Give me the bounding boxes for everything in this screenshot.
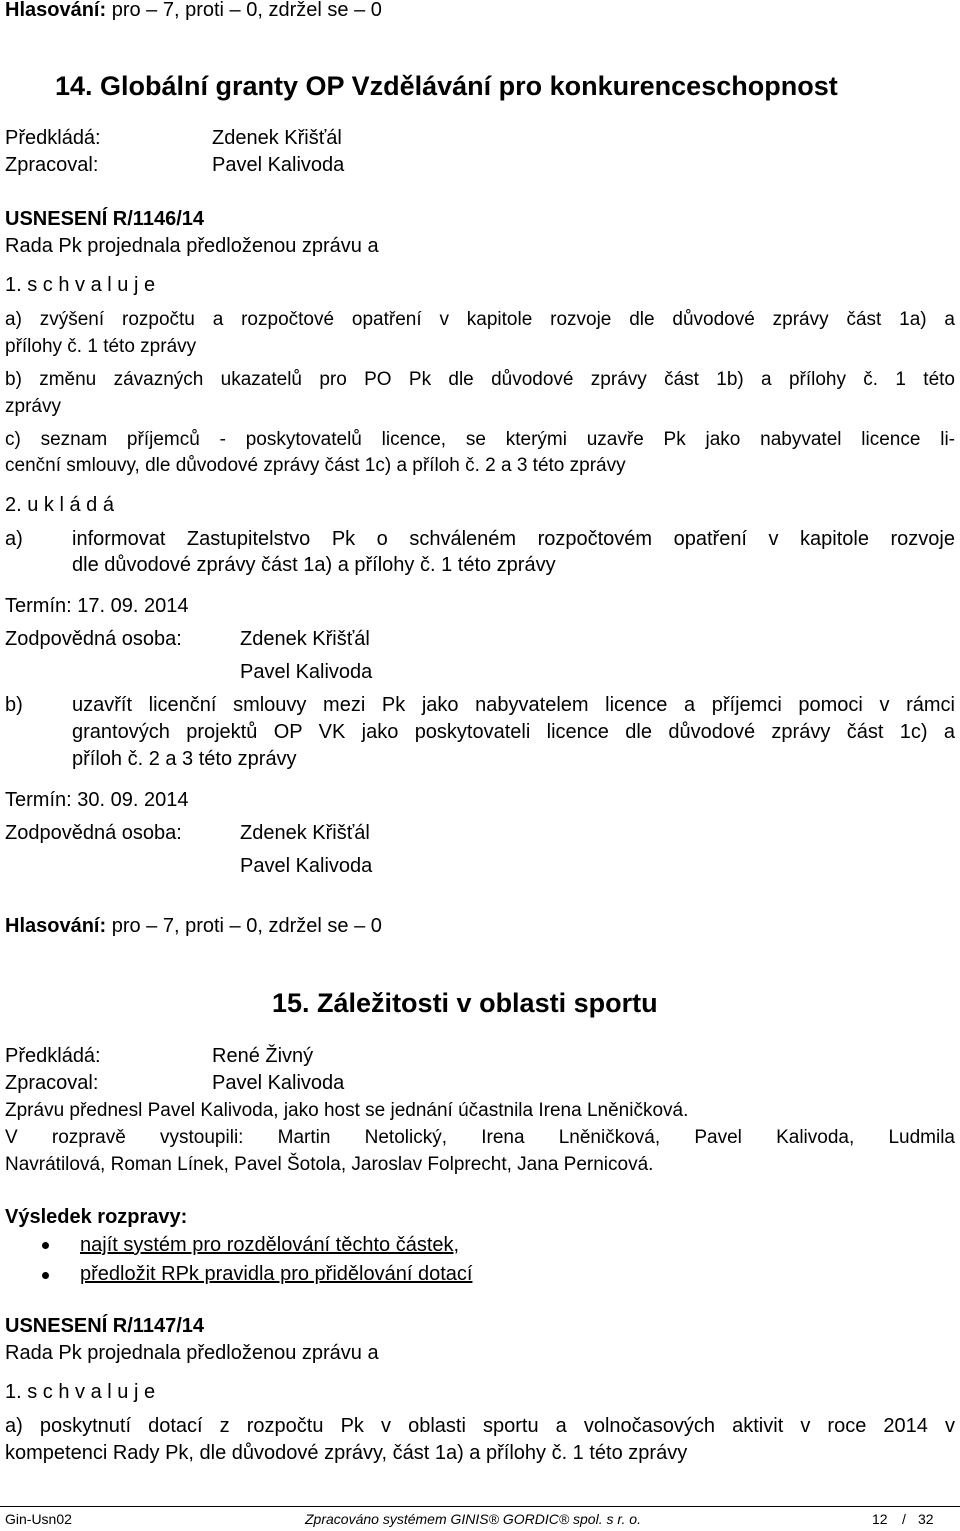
termin-2: Termín: 30. 09. 2014 (5, 789, 189, 811)
zodpovedna-osoba-label: Zodpovědná osoba: (5, 628, 182, 650)
resolution-intro-15: Rada Pk projednala předloženou zprávu a (5, 1342, 379, 1364)
footer-page-separator: / (902, 1511, 906, 1527)
result-label: Výsledek rozpravy: (5, 1206, 188, 1228)
predklada-label-15: Předkládá: (5, 1045, 101, 1067)
vote-line-top (5, 0, 382, 24)
item-b-line1: b) změnu závazných ukazatelů pro PO Pk dle důvodové zprávy část 1b) a přílohy č. 1 této (5, 369, 955, 390)
zodpovedna-osoba-2a: Zdenek Křišťál (240, 822, 370, 844)
item-a-line1: a) zvýšení rozpočtu a rozpočtové opatření v kapitole rozvoje dle důvodové zprávy část 1a) a (5, 309, 955, 330)
item-c-line2: cenční smlouvy, dle důvodové zprávy část 1c) a příloh č. 2 a 3 této zprávy (5, 455, 626, 476)
debate-line2: Navrátilová, Roman Línek, Pavel Šotola, Jaroslav Folprecht, Jana Pernicová. (5, 1154, 654, 1175)
zpracoval-label: Zpracoval: (5, 154, 99, 176)
termin-1: Termín: 17. 09. 2014 (5, 595, 189, 617)
footer-rule (0, 1506, 960, 1507)
section-15-heading-text: 15. Záležitosti v oblasti sportu (272, 988, 658, 1018)
footer-system-note: Zpracováno systémem GINIS® GORDIC® spol. s r. o. (305, 1511, 641, 1527)
section-14-heading: 14. Globální granty OP Vzdělávání pro konkurenceschopnost (55, 71, 838, 101)
vote-line-14 (5, 913, 382, 940)
result-bullet-1: najít systém pro rozdělování těchto částek, (80, 1234, 460, 1256)
zpracoval-value-15: Pavel Kalivoda (212, 1072, 345, 1094)
bullet-icon (42, 1272, 49, 1279)
zpracoval-value: Pavel Kalivoda (212, 154, 345, 176)
task-a-marker: a) (5, 528, 23, 550)
zodpovedna-osoba-2b: Pavel Kalivoda (240, 855, 373, 877)
task-b-line3: příloh č. 2 a 3 této zprávy (72, 748, 297, 770)
zpracoval-label-15: Zpracoval: (5, 1072, 99, 1094)
section-15-heading (272, 986, 658, 1020)
task-b-line1: uzavřít licenční smlouvy mezi Pk jako nabyvatelem licence a příjemci pomoci v rámci (72, 694, 955, 716)
footer-page-number: 12 (872, 1511, 888, 1527)
item-c-line1: c) seznam příjemců - poskytovatelů licence, se kterými uzavře Pk jako nabyvatel licence li- (5, 429, 955, 450)
predklada-value: Zdenek Křišťál (212, 127, 342, 149)
task-a-line1: informovat Zastupitelstvo Pk o schváleném rozpočtovém opatření v kapitole rozvoje (72, 528, 955, 550)
result-bullet-2: předložit RPk pravidla pro přidělování dotací (80, 1263, 473, 1285)
item-a15-line1: a) poskytnutí dotací z rozpočtu Pk v oblasti sportu a volnočasových aktivit v roce 2014 v (5, 1415, 955, 1437)
resolution-intro: Rada Pk projednala předloženou zprávu a (5, 235, 379, 257)
footer-form-code: Gin-Usn02 (5, 1511, 72, 1527)
zodpovedna-osoba-label-2: Zodpovědná osoba: (5, 822, 182, 844)
zodpovedna-osoba-1a: Zdenek Křišťál (240, 628, 370, 650)
zodpovedna-osoba-1b: Pavel Kalivoda (240, 661, 373, 683)
uklada-heading: 2. u k l á d á (5, 494, 114, 516)
item-a-line2: přílohy č. 1 této zprávy (5, 336, 197, 357)
vote-text: pro – 7, proti – 0, zdržel se – 0 (111, 0, 382, 21)
usneseni-number-15: USNESENÍ R/1147/14 (5, 1315, 204, 1337)
predklada-label: Předkládá: (5, 127, 101, 149)
usneseni-number: USNESENÍ R/1146/14 (5, 208, 204, 230)
vote-text: pro – 7, proti – 0, zdržel se – 0 (111, 915, 382, 937)
task-b-marker: b) (5, 694, 23, 716)
vote-label: Hlasování: (5, 915, 107, 937)
predklada-value-15: René Živný (212, 1045, 314, 1067)
task-a-line2: dle důvodové zprávy část 1a) a přílohy č. 1 této zprávy (72, 554, 556, 576)
footer-page-total: 32 (918, 1511, 934, 1527)
bullet-icon (42, 1242, 49, 1249)
vote-label: Hlasování: (5, 0, 107, 21)
item-b-line2: zprávy (5, 396, 61, 417)
task-b-line2: grantových projektů OP VK jako poskytovateli licence dle důvodové zprávy část 1c) a (72, 721, 955, 743)
schvaluje-heading-15: 1. s c h v a l u j e (5, 1381, 156, 1403)
presented-by: Zprávu přednesl Pavel Kalivoda, jako host se jednání účastnila Irena Lněničková. (5, 1100, 689, 1121)
item-a15-line2: kompetenci Rady Pk, dle důvodové zprávy, část 1a) a přílohy č. 1 této zprávy (5, 1442, 688, 1464)
debate-line1: V rozpravě vystoupili: Martin Netolický, Irena Lněničková, Pavel Kalivoda, Ludmila (5, 1127, 955, 1148)
schvaluje-heading: 1. s c h v a l u j e (5, 274, 156, 296)
